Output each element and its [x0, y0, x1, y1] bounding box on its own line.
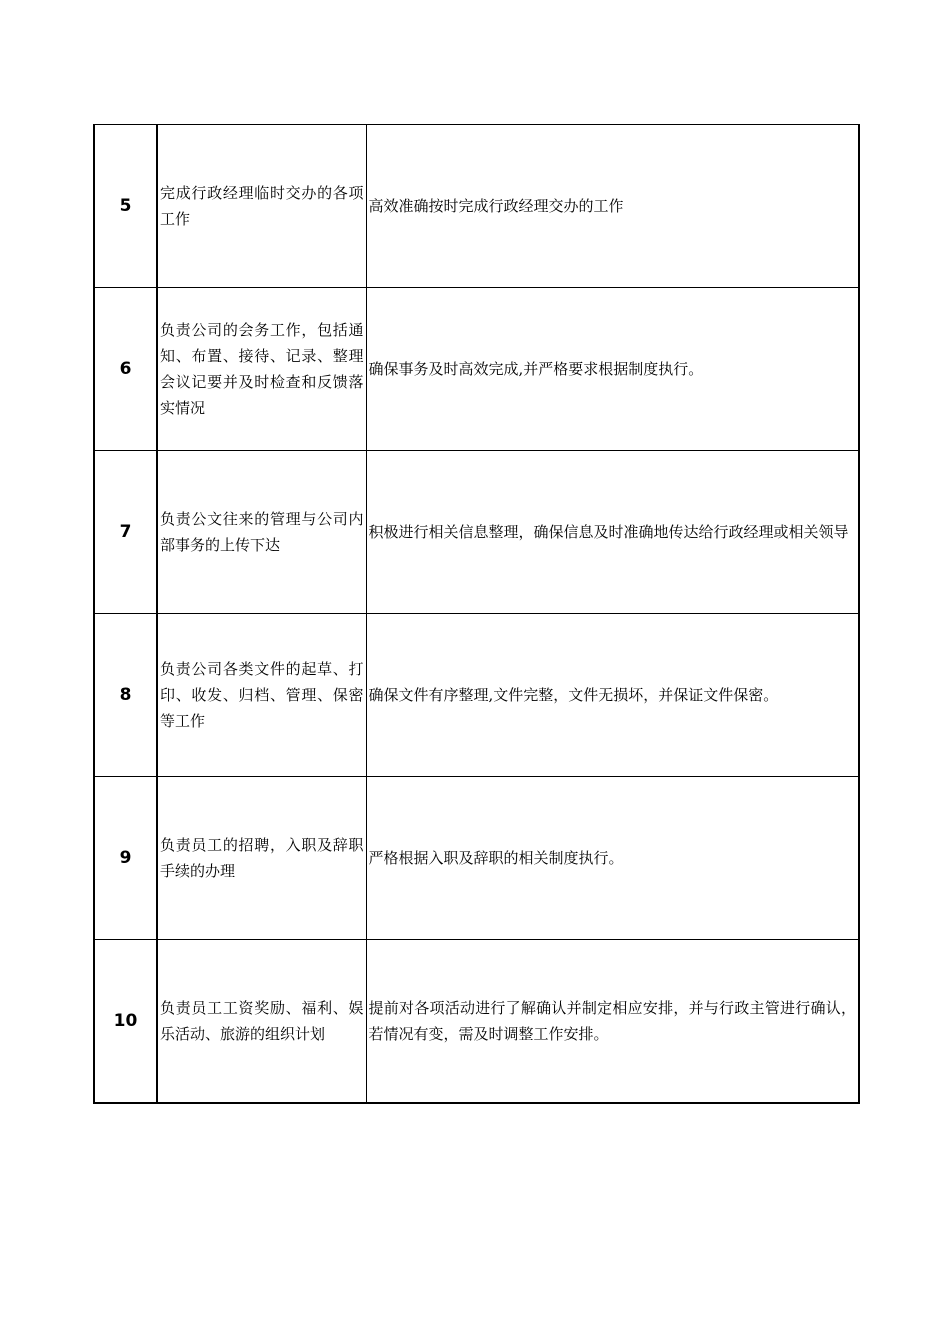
table-row — [94, 451, 859, 614]
duty-table — [93, 124, 860, 1104]
row-number: 6 — [94, 288, 157, 451]
task-standard: 高效准确按时完成行政经理交办的工作 — [366, 125, 859, 288]
row-number: 5 — [94, 125, 157, 288]
task-description: 负责公司的会务工作，包括通知、布置、接待、记录、整理会议记要并及时检查和反馈落实情况 — [157, 288, 366, 451]
row-number: 7 — [94, 451, 157, 614]
task-standard: 严格根据入职及辞职的相关制度执行。 — [366, 777, 859, 940]
task-standard: 确保事务及时高效完成,并严格要求根据制度执行。 — [366, 288, 859, 451]
row-number: 8 — [94, 614, 157, 777]
table-row — [94, 614, 859, 777]
table-row — [94, 940, 859, 1103]
task-description: 完成行政经理临时交办的各项工作 — [157, 125, 366, 288]
task-description: 负责公司各类文件的起草、打印、收发、归档、管理、保密等工作 — [157, 614, 366, 777]
table-row — [94, 777, 859, 940]
task-description: 负责员工工资奖励、福利、娱乐活动、旅游的组织计划 — [157, 940, 366, 1103]
row-number: 10 — [94, 940, 157, 1103]
task-standard: 提前对各项活动进行了解确认并制定相应安排，并与行政主管进行确认，若情况有变，需及时调整工作安排。 — [366, 940, 859, 1103]
task-standard: 积极进行相关信息整理，确保信息及时准确地传达给行政经理或相关领导 — [366, 451, 859, 614]
row-number: 9 — [94, 777, 157, 940]
task-standard: 确保文件有序整理,文件完整，文件无损坏，并保证文件保密。 — [366, 614, 859, 777]
table-row — [94, 288, 859, 451]
table-row — [94, 125, 859, 288]
task-description: 负责公文往来的管理与公司内部事务的上传下达 — [157, 451, 366, 614]
task-description: 负责员工的招聘，入职及辞职手续的办理 — [157, 777, 366, 940]
